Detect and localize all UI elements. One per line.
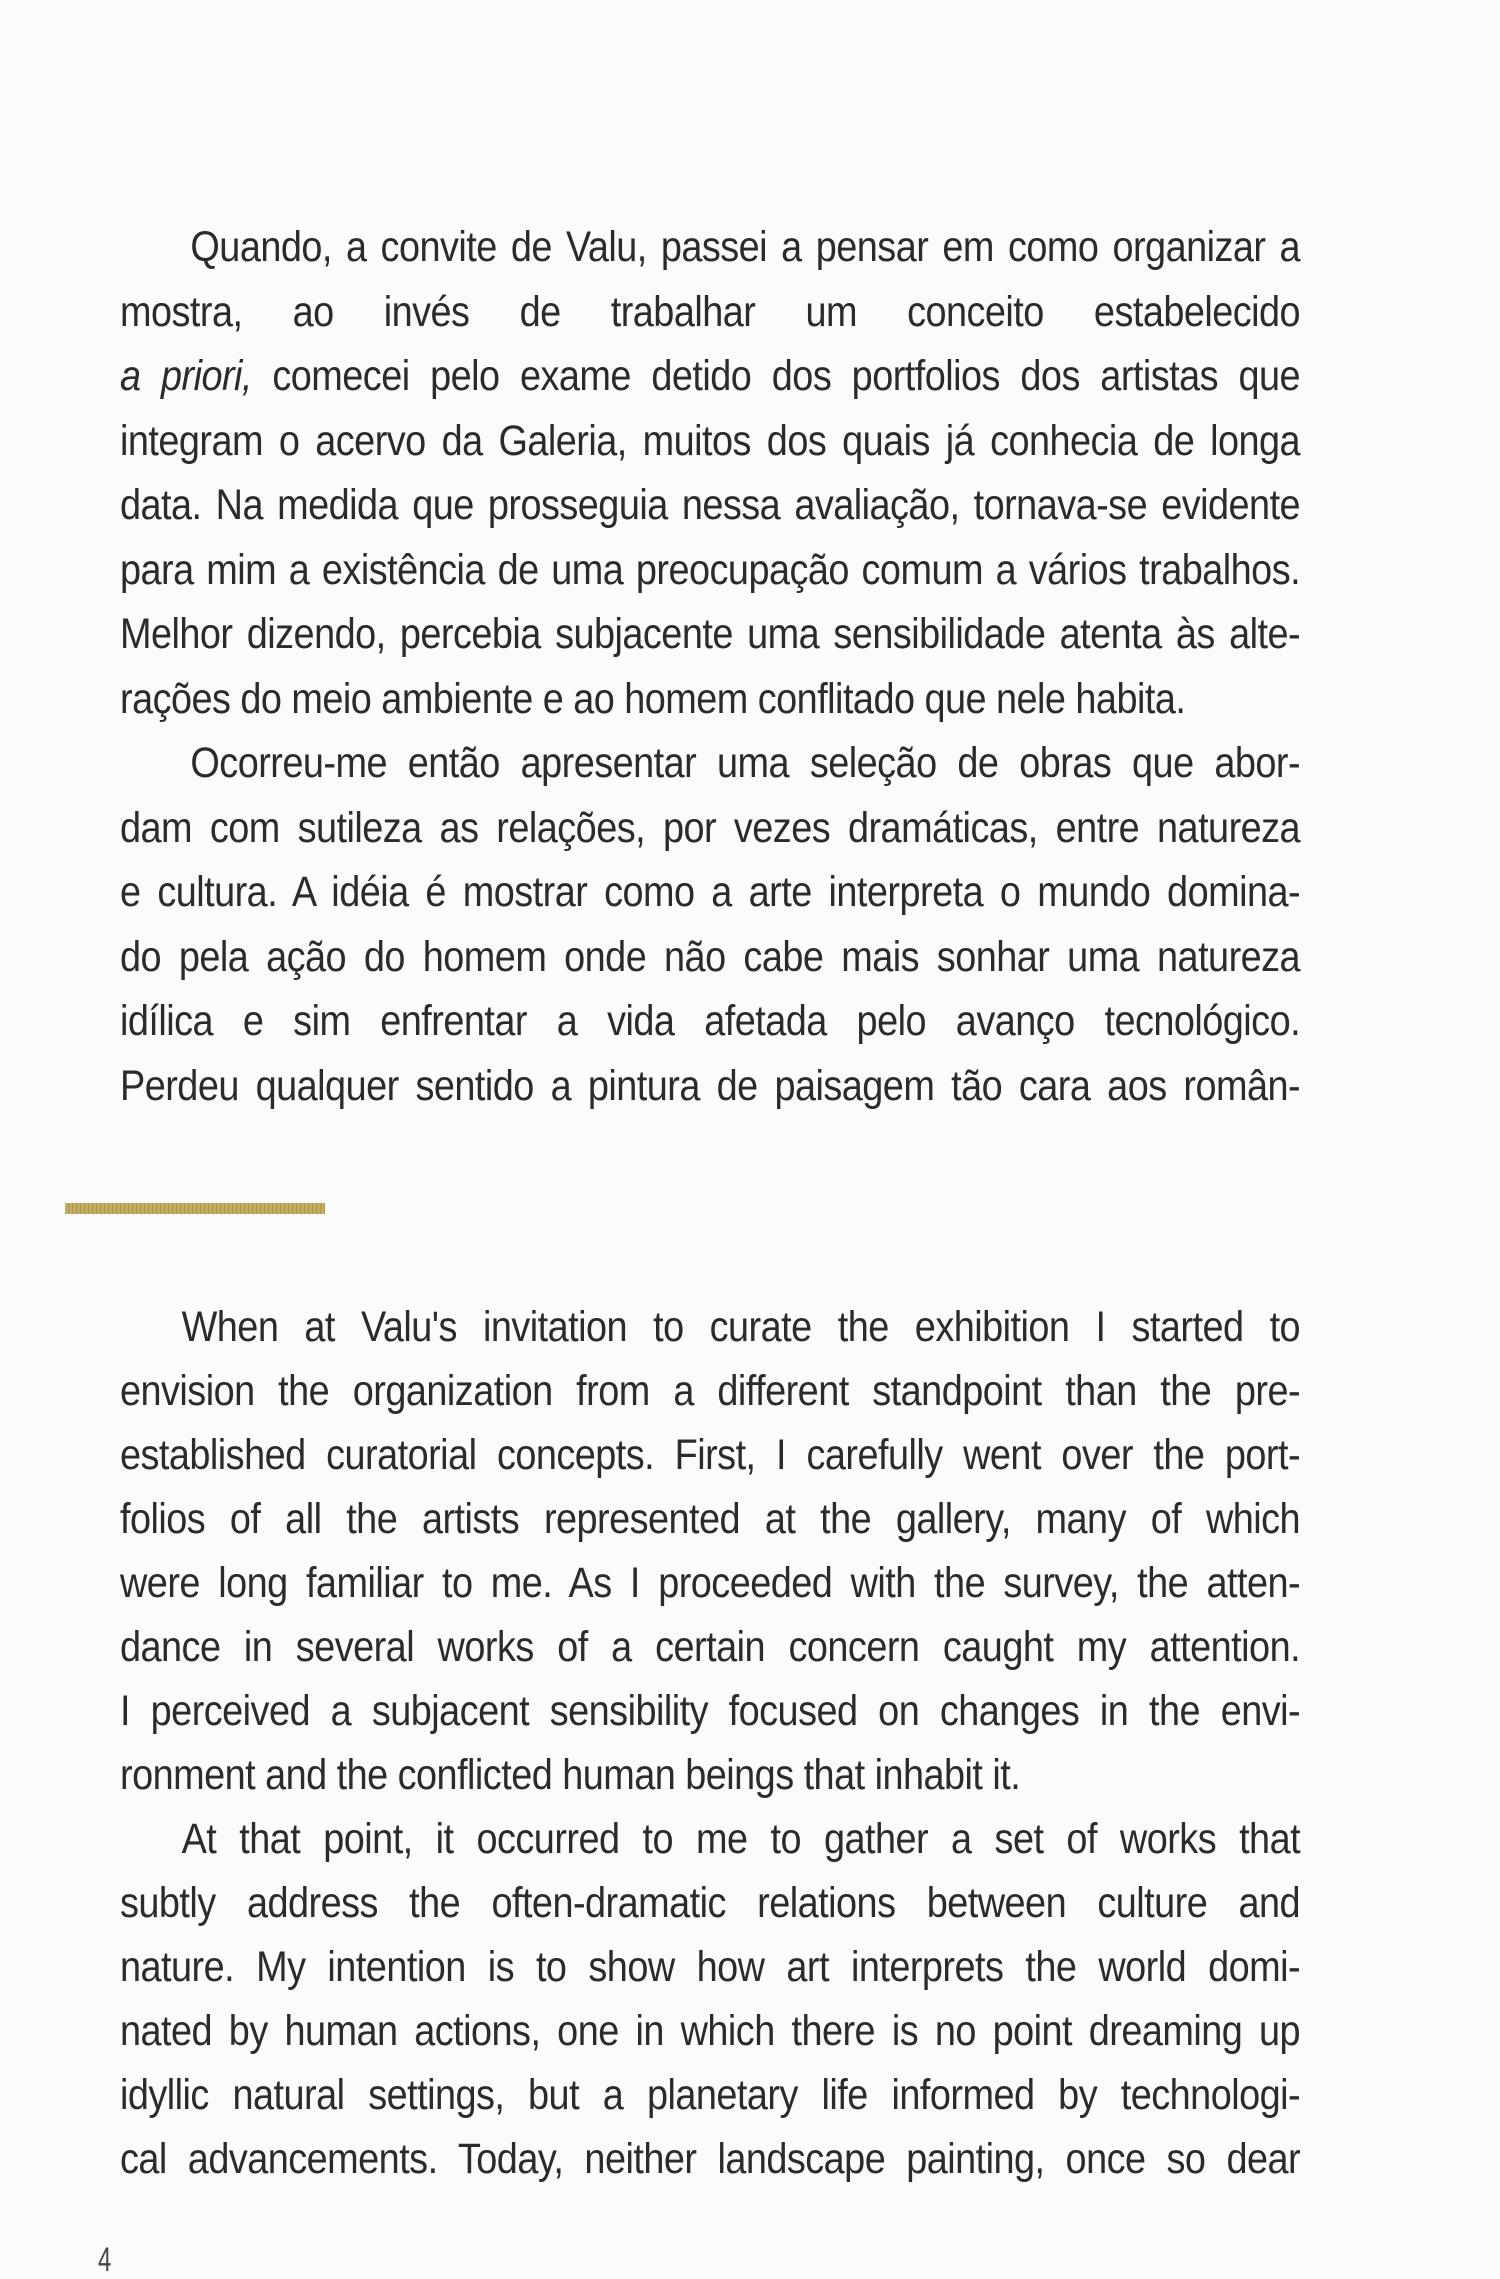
english-text — [120, 1295, 1300, 2191]
text-line: Ocorreu-me então apresentar uma seleção de obras que abor- — [190, 739, 1301, 787]
text-line: folios of all the artists represented at the gallery, many of which — [120, 1495, 1301, 1543]
portuguese-paragraph-1 — [120, 215, 1300, 731]
page-number: 4 — [98, 2241, 112, 2279]
text-line: Quando, a convite de Valu, passei a pensar em como organizar a — [190, 223, 1301, 271]
text-line: ronment and the conflicted human beings that inhabit it. — [120, 1751, 1021, 1799]
text-line: At that point, it occurred to me to gather a set of works that — [181, 1815, 1301, 1863]
text-line: mostra, ao invés de trabalhar um conceito estabelecido — [120, 287, 1301, 336]
text-line: do pela ação do homem onde não cabe mais sonhar uma natureza — [120, 932, 1301, 981]
text-span: comecei pelo exame detido dos portfolios dos artistas que — [251, 352, 1301, 400]
text-line: subtly address the often-dramatic relations between culture and — [120, 1879, 1301, 1927]
text-line: nature. My intention is to show how art interprets the world domi- — [120, 1943, 1301, 1991]
english-paragraph-2 — [120, 1807, 1300, 2191]
text-line: rações do meio ambiente e ao homem conflitado que nele habita. — [120, 674, 1186, 723]
text-line: I perceived a subjacent sensibility focused on changes in the envi- — [120, 1687, 1301, 1735]
text-line: cal advancements. Today, neither landscape painting, once so dear — [120, 2135, 1301, 2183]
text-line: nated by human actions, one in which there is no point dreaming up — [120, 2007, 1301, 2055]
text-line: para mim a existência de uma preocupação comum a vários trabalhos. — [120, 545, 1301, 594]
text-line: Perdeu qualquer sentido a pintura de paisagem tão cara aos român- — [120, 1061, 1301, 1110]
section-divider — [65, 1203, 325, 1214]
text-line: idílica e sim enfrentar a vida afetada pelo avanço tecnológico. — [120, 997, 1301, 1045]
text-line: were long familiar to me. As I proceeded with the survey, the atten- — [120, 1559, 1301, 1607]
text-line: dance in several works of a certain concern caught my attention. — [120, 1623, 1301, 1671]
portuguese-paragraph-2 — [120, 731, 1300, 1118]
text-line: dam com sutileza as relações, por vezes dramáticas, entre natureza — [120, 803, 1301, 852]
portuguese-text — [120, 215, 1300, 1118]
text-line: e cultura. A idéia é mostrar como a arte interpreta o mundo domina- — [120, 868, 1301, 916]
text-line: established curatorial concepts. First, I carefully went over the port- — [120, 1431, 1301, 1479]
text-line: When at Valu's invitation to curate the exhibition I started to — [181, 1303, 1301, 1351]
italic-phrase: a priori, — [120, 352, 252, 400]
text-line: integram o acervo da Galeria, muitos dos quais já conhecia de longa — [120, 416, 1301, 465]
text-line: envision the organization from a different standpoint than the pre- — [120, 1367, 1301, 1415]
text-line: Melhor dizendo, percebia subjacente uma sensibilidade atenta às alte- — [120, 610, 1301, 658]
english-paragraph-1 — [120, 1295, 1300, 1807]
text-line — [120, 344, 1300, 409]
text-line: data. Na medida que prosseguia nessa avaliação, tornava-se evidente — [120, 481, 1301, 529]
text-line: idyllic natural settings, but a planetary life informed by technologi- — [120, 2071, 1301, 2119]
